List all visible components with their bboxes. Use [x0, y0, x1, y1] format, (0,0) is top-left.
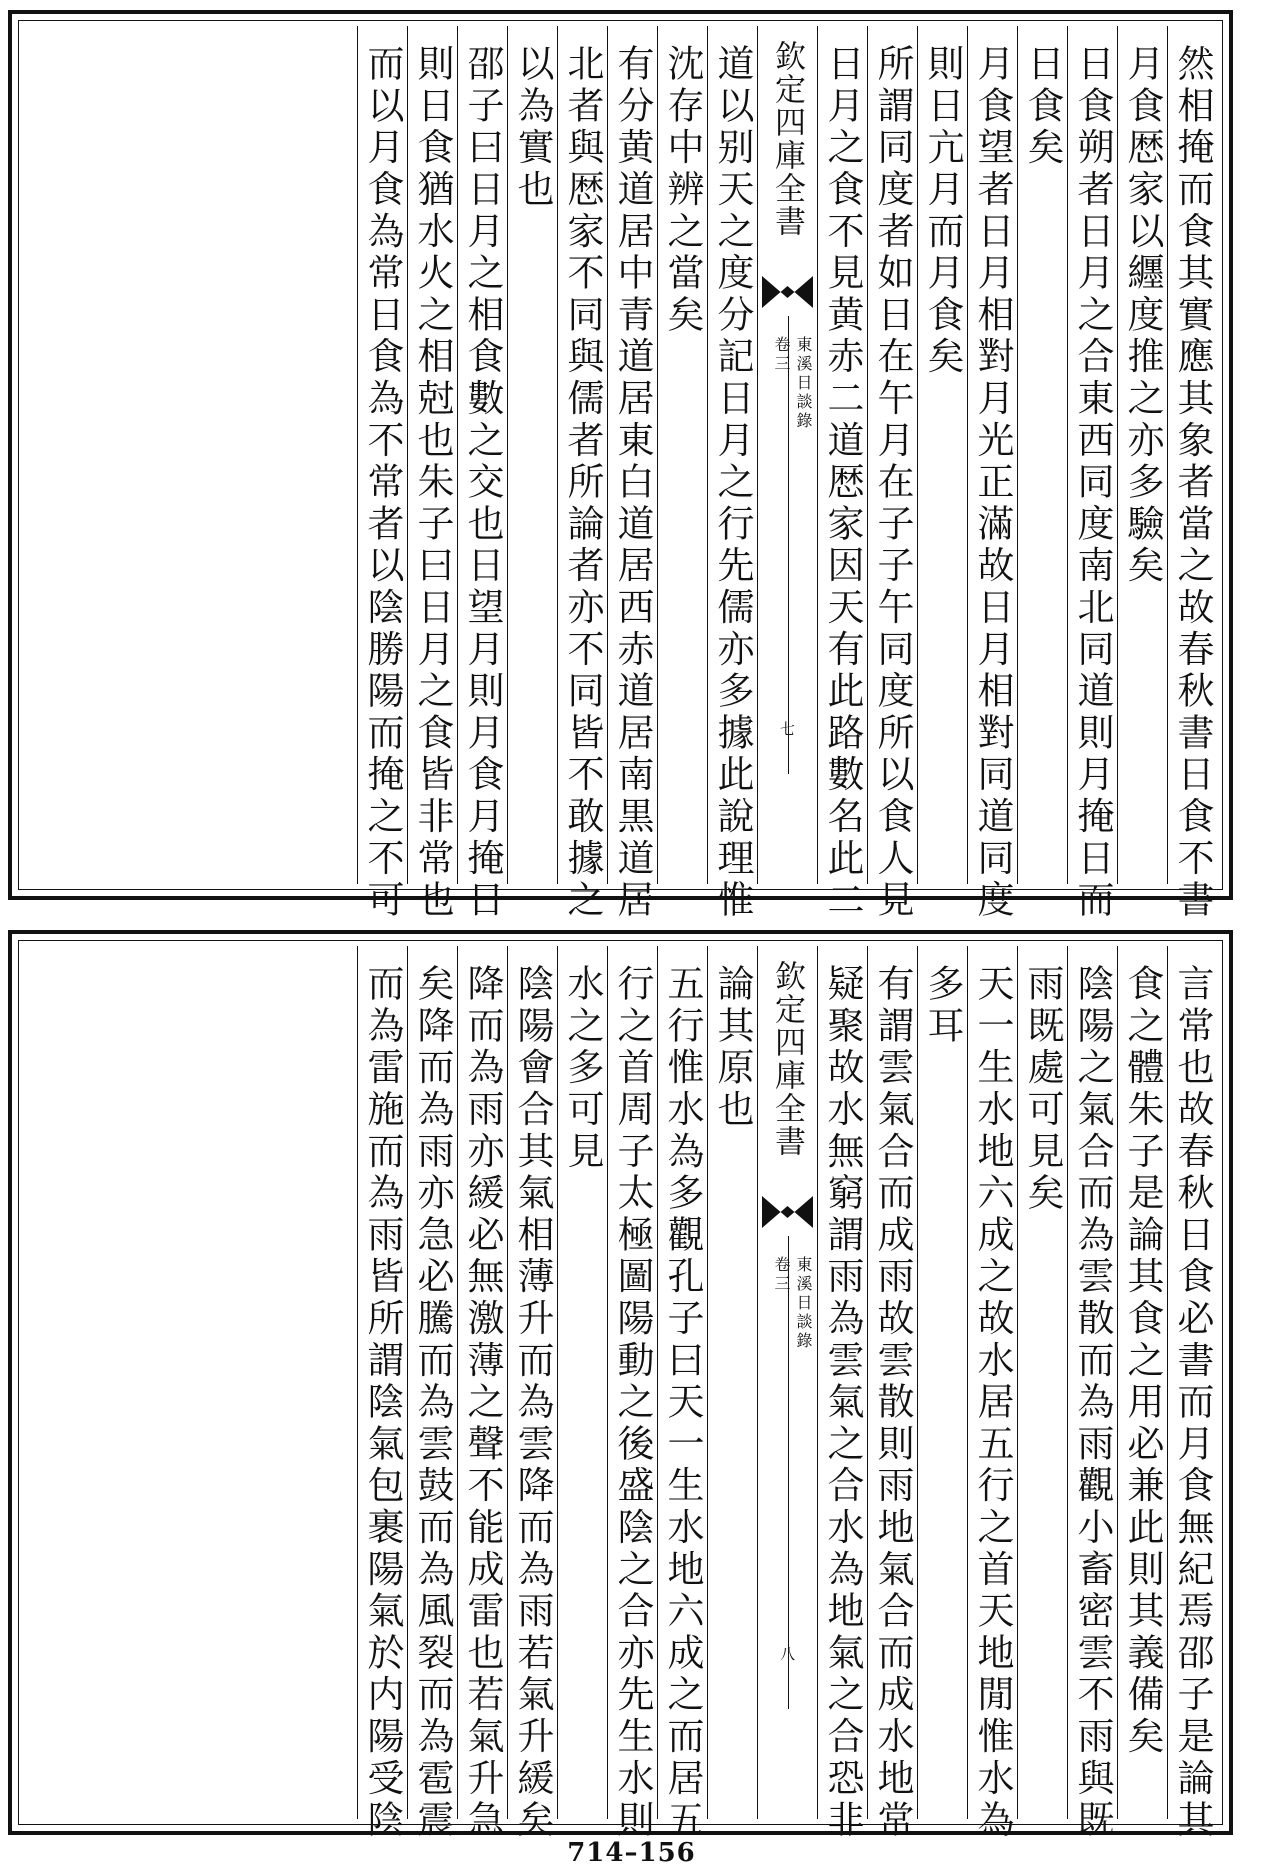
text-column	[507, 26, 557, 884]
column-text: 降而為雨亦緩必無激薄之聲不能成雷也若氣升急	[461, 964, 504, 1842]
text-column	[457, 26, 507, 922]
column-text: 五行惟水為多觀孔子曰天一生水地六成之而居五	[661, 964, 704, 1842]
column-text: 然相掩而食其實應其象者當之故春秋書日食不書	[1171, 44, 1214, 922]
text-column	[1017, 946, 1067, 1819]
column-text: 沈存中辨之當矣	[661, 44, 704, 337]
text-column	[967, 946, 1017, 1842]
top-header-title: 欽定四庫全書	[769, 40, 805, 238]
column-text: 雨既處可見矣	[1021, 964, 1064, 1215]
text-column	[657, 26, 707, 884]
text-column	[1067, 26, 1117, 922]
text-column	[1017, 26, 1067, 884]
column-text: 邵子曰日月之相食數之交也日望月則月食月掩日	[461, 44, 504, 922]
column-text: 多耳	[921, 964, 964, 1048]
text-column	[357, 946, 407, 1842]
text-column	[1167, 946, 1217, 1842]
column-text: 日月之食不見黄赤二道厯家因天有此路數名此二	[821, 44, 864, 922]
page-number: 714–156	[567, 1838, 696, 1868]
column-text: 而以月食為常日食為不常者以陰勝陽而掩之不可	[361, 44, 404, 922]
fish-tail-ornament	[762, 1196, 813, 1228]
text-column	[1117, 26, 1167, 884]
column-text: 矣降而為雨亦急必騰而為雲鼓而為風裂而為雹震	[411, 964, 454, 1842]
text-column	[917, 26, 967, 884]
top-folio: 七	[778, 721, 796, 736]
column-text: 陰陽會合其氣相薄升而為雲降而為雨若氣升緩矣	[511, 964, 554, 1842]
column-text: 月食厯家以纒度推之亦多驗矣	[1121, 44, 1164, 588]
column-text: 則日食猶水火之相尅也朱子曰日月之食皆非常也	[411, 44, 454, 922]
text-column	[1067, 946, 1117, 1842]
column-text: 日食矣	[1021, 44, 1064, 170]
text-column	[407, 26, 457, 922]
column-text: 所謂同度者如日在午月在子子午同度所以食人見	[871, 44, 914, 922]
top-page-frame	[8, 10, 1233, 922]
column-text: 陰陽之氣合而為雲散而為雨觀小畜密雲不雨與既	[1071, 964, 1114, 1842]
column-text: 有分黄道居中青道居東白道居西赤道居南黒道居	[611, 44, 654, 922]
column-text: 食之體朱子是論其食之用必兼此則其義備矣	[1121, 964, 1164, 1759]
bottom-folio: 八	[778, 1646, 796, 1661]
top-side-book-title: 東溪日談錄	[794, 336, 813, 431]
top-side-volume: 卷三	[772, 336, 791, 374]
text-column	[867, 946, 917, 1842]
column-text: 水之多可見	[561, 964, 604, 1173]
text-column	[917, 946, 967, 1819]
text-column	[407, 946, 457, 1842]
text-column	[457, 946, 507, 1842]
column-text: 天一生水地六成之故水居五行之首天地閒惟水為	[971, 964, 1014, 1842]
column-text: 則日亢月而月食矣	[921, 44, 964, 379]
text-column	[817, 946, 867, 1842]
center-divider	[788, 1236, 789, 1709]
top-center-column	[757, 26, 817, 884]
text-column	[607, 26, 657, 922]
text-column	[867, 26, 917, 922]
column-text: 而為雷施而為雨皆所謂陰氣包裹陽氣於内陽受陰	[361, 964, 404, 1842]
text-column	[557, 946, 607, 1819]
text-column	[707, 26, 757, 922]
column-text: 論其原也	[711, 964, 754, 1132]
text-column	[557, 26, 607, 922]
column-text: 言常也故春秋日食必書而月食無紀焉邵子是論其	[1171, 964, 1214, 1842]
text-column	[507, 946, 557, 1842]
bottom-page-frame	[8, 930, 1233, 1842]
center-divider	[788, 316, 789, 774]
bottom-center-column	[757, 946, 817, 1819]
bottom-side-book-title: 東溪日談錄	[794, 1256, 813, 1351]
text-column	[357, 26, 407, 922]
text-column	[657, 946, 707, 1842]
text-column	[1117, 946, 1167, 1819]
column-text: 道以别天之度分記日月之行先儒亦多據此說理惟	[711, 44, 754, 922]
column-text: 疑聚故水無窮謂雨為雲氣之合水為地氣之合恐非	[821, 964, 864, 1842]
column-text: 以為實也	[511, 44, 554, 212]
column-text: 行之首周子太極圖陽動之後盛陰之合亦先生水則	[611, 964, 654, 1842]
bottom-header-title: 欽定四庫全書	[769, 960, 805, 1158]
text-column	[1167, 26, 1217, 922]
column-text: 北者與厯家不同與儒者所論者亦不同皆不敢據之	[561, 44, 604, 922]
column-text: 月食望者日月相對月光正滿故日月相對同道同度	[971, 44, 1014, 922]
text-column	[967, 26, 1017, 922]
text-column	[607, 946, 657, 1842]
text-column	[707, 946, 757, 1819]
fish-tail-ornament	[762, 276, 813, 308]
column-text: 日食朔者日月之合東西同度南北同道則月掩日而	[1071, 44, 1114, 922]
text-column	[817, 26, 867, 922]
column-text: 有謂雲氣合而成雨故雲散則雨地氣合而成水地常	[871, 964, 914, 1842]
bottom-side-volume: 卷三	[772, 1256, 791, 1294]
